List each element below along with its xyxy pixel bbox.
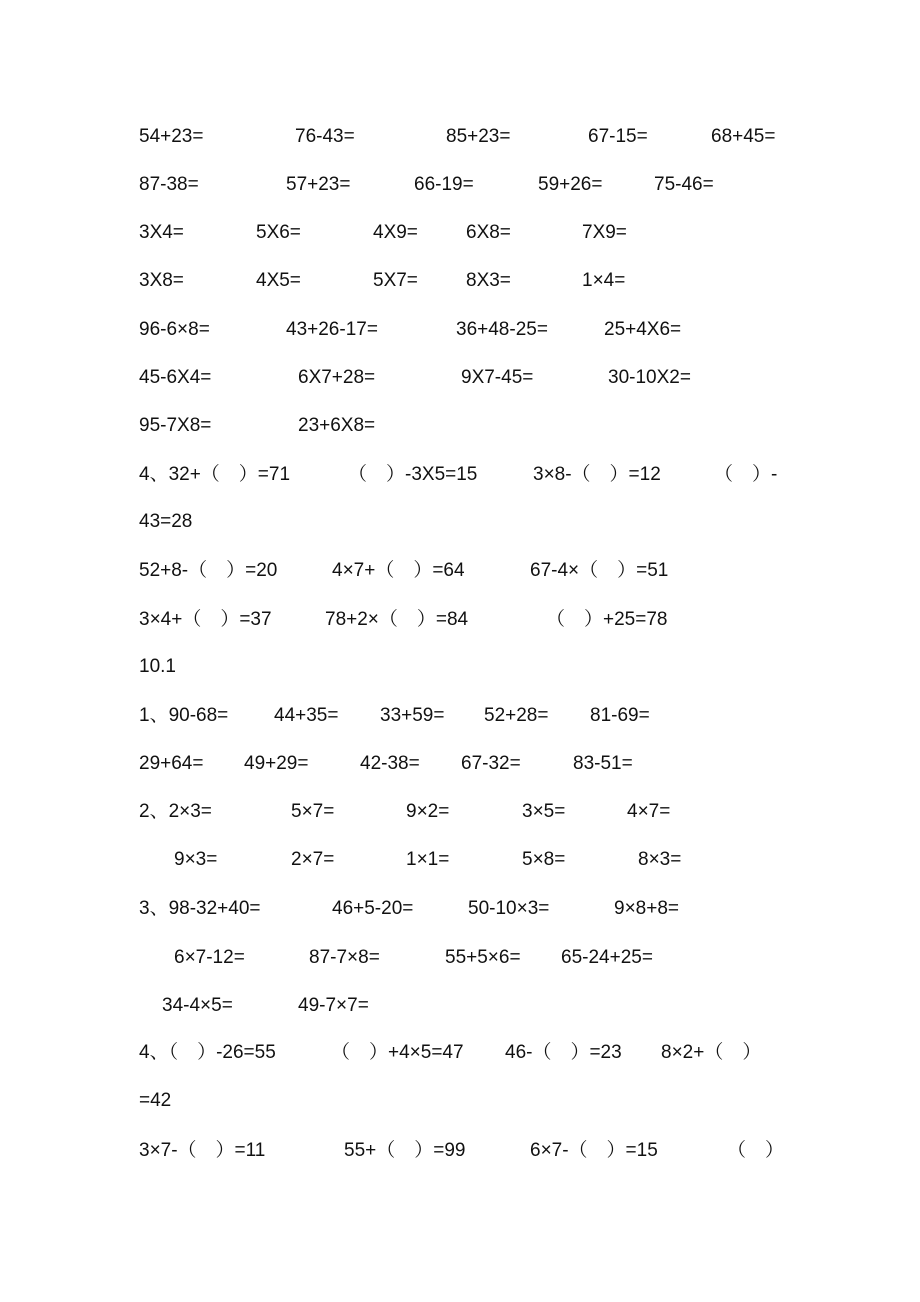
math-problem: （ ）-3X5=15 bbox=[348, 464, 478, 485]
math-problem: 30-10X2= bbox=[608, 367, 691, 388]
math-problem: （ ）+25=78 bbox=[546, 609, 668, 630]
math-problem: 3×4+（ ）=37 bbox=[139, 609, 272, 630]
math-problem: 6×7-（ ）=15 bbox=[530, 1140, 658, 1161]
math-problem: （ ）+4×5=47 bbox=[331, 1042, 464, 1063]
math-problem: 1×4= bbox=[582, 270, 626, 291]
math-problem: 75-46= bbox=[654, 174, 714, 195]
math-problem: 5X7= bbox=[373, 270, 418, 291]
math-problem: 68+45= bbox=[711, 126, 776, 147]
worksheet-line bbox=[0, 507, 920, 537]
math-problem: 3×8-（ ）=12 bbox=[533, 464, 661, 485]
math-problem: 3X8= bbox=[139, 270, 184, 291]
worksheet-line bbox=[0, 315, 920, 345]
math-problem: 78+2×（ ）=84 bbox=[325, 609, 469, 630]
math-problem: 1、90-68= bbox=[139, 705, 229, 726]
math-problem: 6×7-12= bbox=[174, 947, 245, 968]
worksheet-line bbox=[0, 1038, 920, 1068]
math-problem: 67-32= bbox=[461, 753, 521, 774]
worksheet-line bbox=[0, 797, 920, 827]
worksheet-line bbox=[0, 943, 920, 973]
math-problem: 34-4×5= bbox=[162, 995, 233, 1016]
worksheet-line bbox=[0, 1136, 920, 1166]
math-problem: 52+28= bbox=[484, 705, 549, 726]
math-problem: 96-6×8= bbox=[139, 319, 210, 340]
math-problem: 4X9= bbox=[373, 222, 418, 243]
math-problem: 85+23= bbox=[446, 126, 511, 147]
worksheet-line bbox=[0, 122, 920, 152]
worksheet-line bbox=[0, 894, 920, 924]
math-problem: 67-15= bbox=[588, 126, 648, 147]
worksheet-line bbox=[0, 170, 920, 200]
worksheet-line bbox=[0, 701, 920, 731]
math-problem: 4×7+（ ）=64 bbox=[332, 560, 465, 581]
math-problem: 5×7= bbox=[291, 801, 335, 822]
worksheet-line bbox=[0, 460, 920, 490]
math-problem: 44+35= bbox=[274, 705, 339, 726]
math-problem: 8×2+（ ） bbox=[661, 1042, 762, 1063]
math-problem: 57+23= bbox=[286, 174, 351, 195]
math-problem: 3X4= bbox=[139, 222, 184, 243]
math-problem: 33+59= bbox=[380, 705, 445, 726]
worksheet-line bbox=[0, 749, 920, 779]
worksheet-line bbox=[0, 991, 920, 1021]
math-problem: （ ） bbox=[727, 1140, 785, 1161]
worksheet-line bbox=[0, 411, 920, 441]
worksheet-line bbox=[0, 556, 920, 586]
math-problem: 3×5= bbox=[522, 801, 566, 822]
math-problem: 42-38= bbox=[360, 753, 420, 774]
worksheet-line bbox=[0, 363, 920, 393]
math-problem: 2×7= bbox=[291, 849, 335, 870]
worksheet-line bbox=[0, 1086, 920, 1116]
math-problem: 29+64= bbox=[139, 753, 204, 774]
worksheet-line bbox=[0, 652, 920, 682]
math-problem: 4、32+（ ）=71 bbox=[139, 464, 291, 485]
math-problem: 36+48-25= bbox=[456, 319, 548, 340]
math-problem: 9×2= bbox=[406, 801, 450, 822]
worksheet-line bbox=[0, 605, 920, 635]
math-problem: 55+5×6= bbox=[445, 947, 521, 968]
worksheet-line bbox=[0, 218, 920, 248]
math-problem: 65-24+25= bbox=[561, 947, 653, 968]
math-problem: 54+23= bbox=[139, 126, 204, 147]
math-problem: 5X6= bbox=[256, 222, 301, 243]
math-problem: 43+26-17= bbox=[286, 319, 378, 340]
math-problem: =42 bbox=[139, 1090, 172, 1111]
math-problem: 9X7-45= bbox=[461, 367, 534, 388]
math-problem: 49-7×7= bbox=[298, 995, 369, 1016]
math-problem: 46+5-20= bbox=[332, 898, 414, 919]
math-problem: 83-51= bbox=[573, 753, 633, 774]
math-problem: 59+26= bbox=[538, 174, 603, 195]
math-problem: 9×8+8= bbox=[614, 898, 679, 919]
math-problem: 66-19= bbox=[414, 174, 474, 195]
math-problem: 43=28 bbox=[139, 511, 193, 532]
math-problem: 67-4×（ ）=51 bbox=[530, 560, 669, 581]
math-problem: 4×7= bbox=[627, 801, 671, 822]
math-problem: 2、2×3= bbox=[139, 801, 212, 822]
math-problem: 8×3= bbox=[638, 849, 682, 870]
math-problem: 9×3= bbox=[174, 849, 218, 870]
math-problem: 76-43= bbox=[295, 126, 355, 147]
math-problem: 50-10×3= bbox=[468, 898, 550, 919]
math-problem: 81-69= bbox=[590, 705, 650, 726]
math-problem: 95-7X8= bbox=[139, 415, 212, 436]
math-problem: 5×8= bbox=[522, 849, 566, 870]
math-problem: 3×7-（ ）=11 bbox=[139, 1140, 266, 1161]
math-problem: 87-38= bbox=[139, 174, 199, 195]
math-problem: 52+8-（ ）=20 bbox=[139, 560, 278, 581]
math-problem: 87-7×8= bbox=[309, 947, 380, 968]
worksheet-line bbox=[0, 845, 920, 875]
math-problem: 23+6X8= bbox=[298, 415, 376, 436]
math-problem: 46-（ ）=23 bbox=[505, 1042, 622, 1063]
math-problem: 55+（ ）=99 bbox=[344, 1140, 466, 1161]
math-problem: 3、98-32+40= bbox=[139, 898, 261, 919]
math-problem: 45-6X4= bbox=[139, 367, 212, 388]
math-problem: 10.1 bbox=[139, 656, 176, 677]
math-problem: 4、（ ）-26=55 bbox=[139, 1042, 276, 1063]
math-problem: 4X5= bbox=[256, 270, 301, 291]
math-problem: 6X8= bbox=[466, 222, 511, 243]
math-problem: 1×1= bbox=[406, 849, 450, 870]
math-problem: 25+4X6= bbox=[604, 319, 682, 340]
math-problem: 8X3= bbox=[466, 270, 511, 291]
worksheet-line bbox=[0, 266, 920, 296]
math-problem: 6X7+28= bbox=[298, 367, 376, 388]
math-problem: 49+29= bbox=[244, 753, 309, 774]
math-problem: （ ）- bbox=[714, 464, 778, 485]
math-problem: 7X9= bbox=[582, 222, 627, 243]
